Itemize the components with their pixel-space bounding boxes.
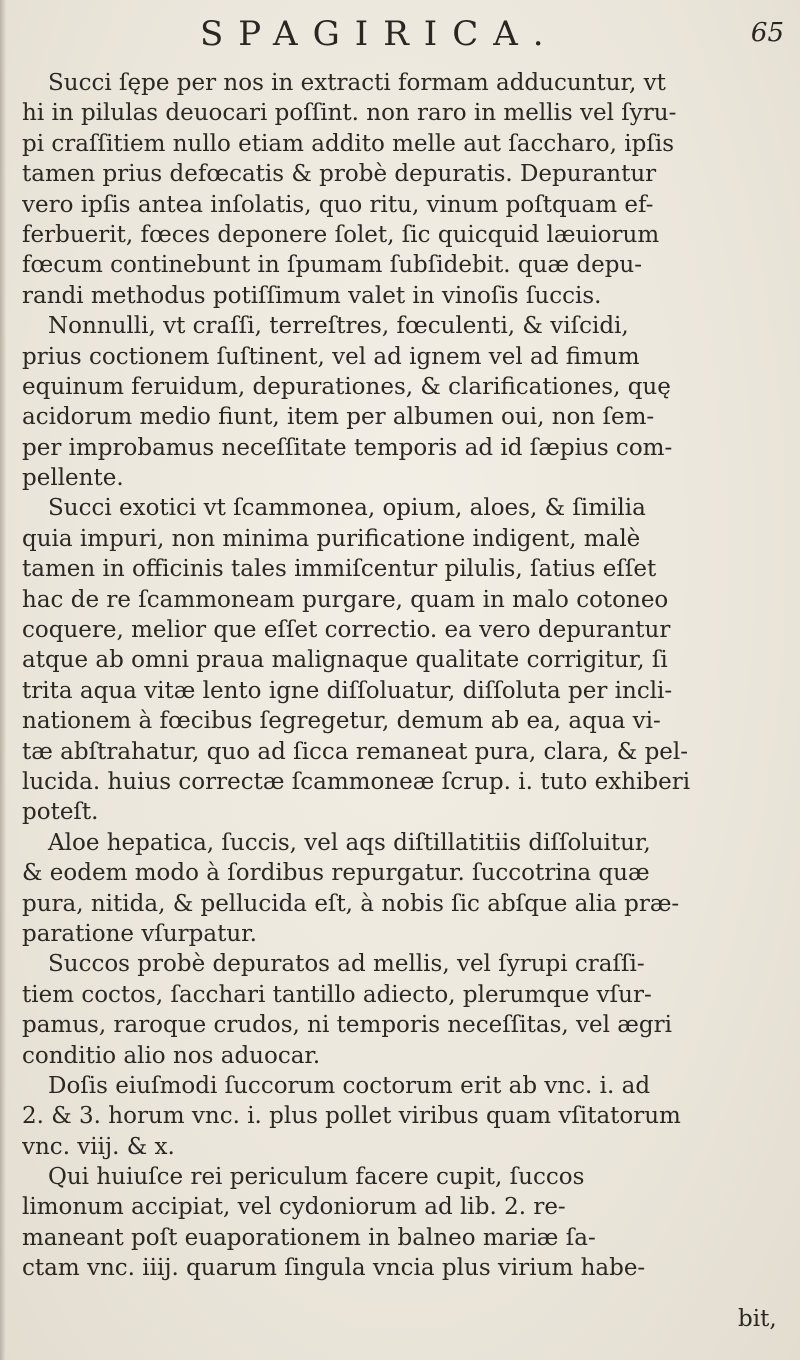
- text-line: pi craſſitiem nullo etiam addito melle aut ſaccharo, ipſis: [22, 130, 675, 157]
- text-line: acidorum medio fiunt, item per albumen oui, non ſem-: [22, 404, 655, 431]
- text-line: prius coctionem ſuſtinent, vel ad ignem vel ad fimum: [22, 343, 640, 370]
- text-line: hac de re ſcammoneam purgare, quam in malo cotoneo: [22, 586, 669, 613]
- text-line: & eodem modo à ſordibus repurgatur. ſuccotrina quæ: [22, 860, 650, 887]
- text-line: conditio alio nos aduocar.: [22, 1042, 321, 1069]
- text-line: vnc. viij. & x.: [22, 1133, 175, 1160]
- text-line: coquere, melior que eſſet correctio. ea vero depurantur: [22, 617, 671, 644]
- text-line: tæ abſtrahatur, quo ad ſicca remaneat pura, clara, & pel-: [22, 738, 689, 765]
- text-line: per improbamus neceſſitate temporis ad id ſæpius com-: [22, 434, 673, 461]
- body-text: [22, 68, 786, 1284]
- text-line: Succos probè depuratos ad mellis, vel ſyrupi craſſi-: [48, 951, 645, 978]
- text-line: vero ipſis antea inſolatis, quo ritu, vinum poſtquam ef-: [22, 191, 654, 218]
- page-number: 65: [750, 18, 784, 48]
- text-line: tamen prius defœcatis & probè depuratis. Depurantur: [22, 161, 657, 188]
- text-line: Aloe hepatica, ſuccis, vel aqs diſtillatitiis diſſoluitur,: [48, 829, 651, 856]
- text-line: poteſt.: [22, 799, 99, 826]
- text-line: ferbuerit, fœces deponere ſolet, ſic quicquid læuiorum: [22, 221, 660, 248]
- text-line: Qui huiuſce rei periculum facere cupit, ſuccos: [48, 1164, 585, 1191]
- text-line: trita aqua vitæ lento igne diſſoluatur, diſſoluta per incli-: [22, 677, 673, 704]
- text-line: pamus, raroque crudos, ni temporis neceſſitas, vel ægri: [22, 1012, 672, 1039]
- text-line: ctam vnc. iiij. quarum ſingula vncia plus virium habe-: [22, 1255, 646, 1282]
- text-line: atque ab omni praua malignaque qualitate corrigitur, ſi: [22, 647, 668, 674]
- text-line: quia impuri, non minima purificatione indigent, malè: [22, 525, 641, 552]
- running-title: SPAGIRICA.: [200, 14, 559, 54]
- text-line: randi methodus potiſſimum valet in vinoſis ſuccis.: [22, 282, 602, 309]
- text-line: pellente.: [22, 465, 124, 492]
- text-line: lucida. huius correctæ ſcammoneæ ſcrup. i. tuto exhiberi: [22, 768, 691, 795]
- text-line: maneant poſt euaporationem in balneo mariæ ſa-: [22, 1224, 596, 1251]
- text-line: Succi ſępe per nos in extracti formam adducuntur, vt: [48, 70, 666, 96]
- text-line: limonum accipiat, vel cydoniorum ad lib. 2. re-: [22, 1194, 566, 1221]
- text-line: pura, nitida, & pellucida eſt, à nobis ſic abſque alia præ-: [22, 890, 680, 917]
- text-line: 2. & 3. horum vnc. i. plus pollet viribus quam vſitatorum: [22, 1103, 681, 1130]
- text-line: paratione vſurpatur.: [22, 920, 257, 947]
- text-line: equinum feruidum, depurationes, & clarificationes, quę: [22, 373, 671, 400]
- catchword: bit,: [738, 1306, 777, 1332]
- text-line: tiem coctos, ſacchari tantillo adiecto, plerumque vſur-: [22, 981, 652, 1008]
- text-line: Doſis eiuſmodi ſuccorum coctorum erit ab vnc. i. ad: [48, 1072, 651, 1099]
- text-line: Succi exotici vt ſcammonea, opium, aloes, & ſimilia: [48, 495, 646, 522]
- text-line: tamen in officinis tales immiſcentur pilulis, ſatius eſſet: [22, 556, 657, 583]
- text-line: Nonnulli, vt craſſi, terreſtres, fœculenti, & viſcidi,: [48, 313, 629, 340]
- text-line: nationem à fœcibus ſegregetur, demum ab ea, aqua vi-: [22, 708, 661, 735]
- page-gutter-shadow: [0, 0, 6, 1360]
- text-line: fœcum continebunt in ſpumam ſubſidebit. quæ depu-: [22, 252, 643, 279]
- page-header: [0, 14, 800, 58]
- text-line: hi in pilulas deuocari poſſint. non raro in mellis vel ſyru-: [22, 100, 677, 127]
